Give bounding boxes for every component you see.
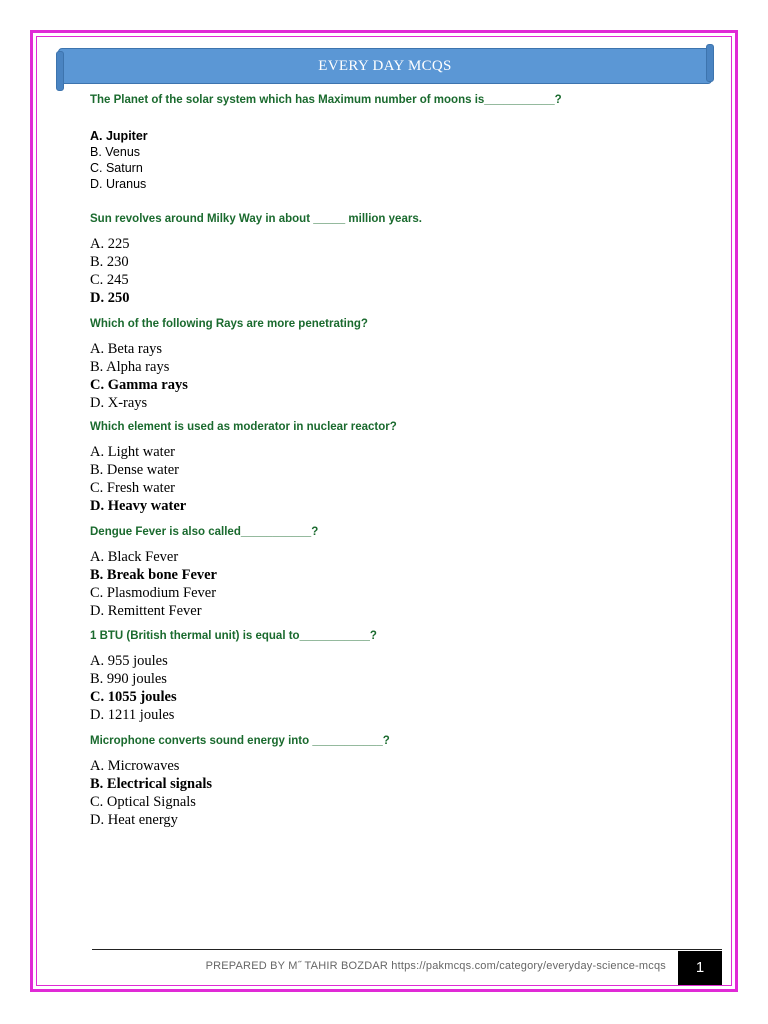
option-b: B. Break bone Fever (90, 567, 217, 583)
page-title: EVERY DAY MCQS (318, 58, 452, 74)
option-b: B. 990 joules (90, 671, 167, 687)
mcq-item-5 (90, 524, 318, 620)
option-a: A. 955 joules (90, 653, 168, 669)
mcq-item-6 (90, 628, 377, 724)
option-a: A. Microwaves (90, 758, 180, 774)
mcq-item-4 (90, 419, 397, 515)
option-list (90, 128, 562, 192)
banner-scroll-left (56, 51, 64, 91)
option-d: D. 1211 joules (90, 707, 175, 723)
option-list (90, 443, 397, 515)
option-d: D. X-rays (90, 395, 148, 411)
option-c: C. 1055 joules (90, 689, 177, 705)
option-c: C. Gamma rays (90, 377, 188, 393)
banner-scroll-right (706, 44, 714, 82)
question-text: The Planet of the solar system which has Maximum number of moons is___________? (90, 94, 562, 106)
option-a: A. 225 (90, 236, 130, 252)
option-d: D. Heavy water (90, 498, 187, 514)
option-list (90, 340, 368, 412)
mcq-item-7 (90, 733, 390, 829)
option-b: B. Venus (90, 145, 141, 159)
option-b: B. Dense water (90, 462, 179, 478)
option-a: A. Light water (90, 444, 175, 460)
question-text: Microphone converts sound energy into ___________? (90, 735, 390, 747)
option-c: C. 245 (90, 272, 129, 288)
option-c: C. Fresh water (90, 480, 175, 496)
option-list (90, 548, 318, 620)
option-a: A. Jupiter (90, 129, 148, 143)
option-b: B. Electrical signals (90, 776, 213, 792)
question-text: Which element is used as moderator in nuclear reactor? (90, 421, 397, 433)
mcq-item-1 (90, 92, 562, 192)
mcq-item-3 (90, 316, 368, 412)
option-d: D. 250 (90, 290, 130, 306)
question-text: Dengue Fever is also called___________? (90, 526, 319, 538)
option-b: B. Alpha rays (90, 359, 170, 375)
option-list (90, 652, 377, 724)
question-text: Which of the following Rays are more penetrating? (90, 318, 368, 330)
option-d: D. Uranus (90, 177, 147, 191)
option-a: A. Beta rays (90, 341, 163, 357)
option-a: A. Black Fever (90, 549, 179, 565)
footer-divider (92, 949, 722, 950)
title-banner (58, 48, 712, 84)
mcq-item-2 (90, 211, 422, 307)
option-list (90, 235, 422, 307)
option-list (90, 757, 390, 829)
option-d: D. Heat energy (90, 812, 178, 828)
question-text: 1 BTU (British thermal unit) is equal to___________? (90, 630, 377, 642)
option-c: C. Optical Signals (90, 794, 196, 810)
option-d: D. Remittent Fever (90, 603, 202, 619)
option-b: B. 230 (90, 254, 129, 270)
page-number: 1 (678, 951, 722, 985)
question-text: Sun revolves around Milky Way in about _____ million years. (90, 213, 422, 225)
option-c: C. Saturn (90, 161, 143, 175)
footer-credit: PREPARED BY M˝ TAHIR BOZDAR https://pakmcqs.com/category/everyday-science-mcqs (205, 960, 666, 972)
option-c: C. Plasmodium Fever (90, 585, 217, 601)
